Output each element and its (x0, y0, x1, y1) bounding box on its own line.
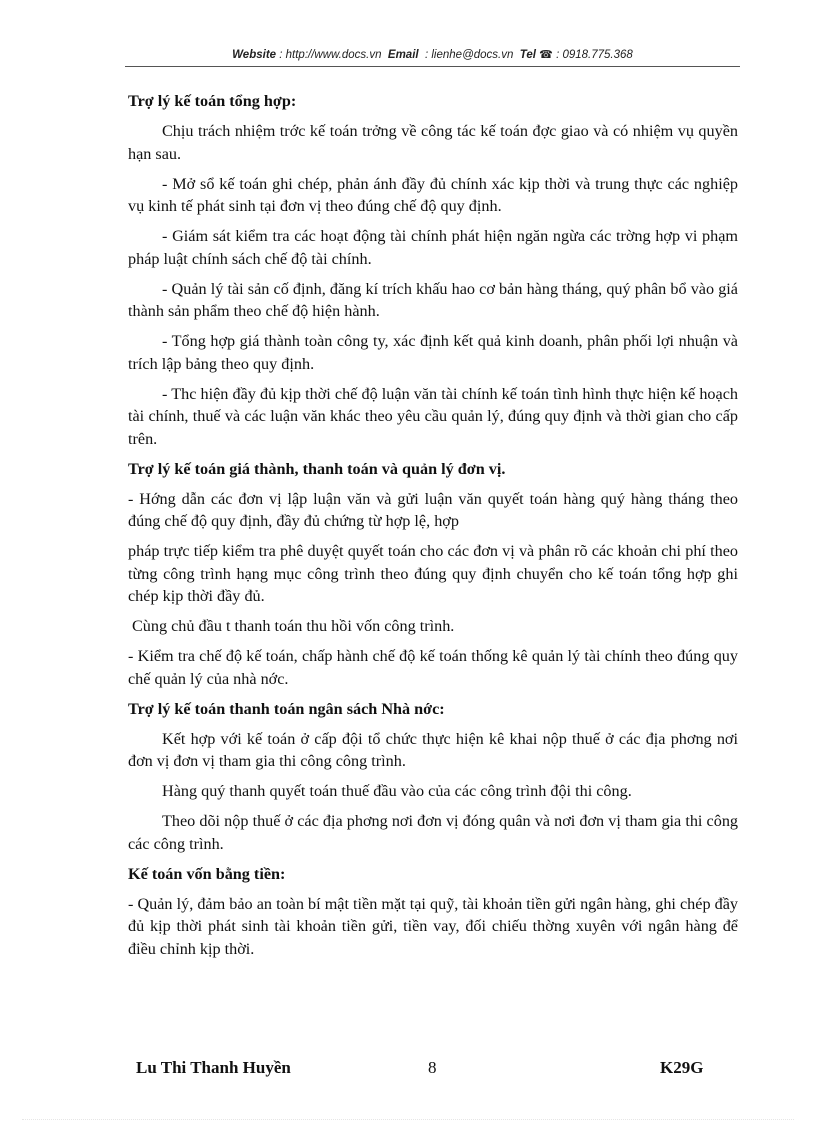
paragraph: pháp trực tiếp kiểm tra phê duyệt quyết toán cho các đơn vị và phân rõ các khoản chi phí theo từng công trình hạng mục công trình theo đúng quy định chuyển cho kế toán tổng hợp ghi chép kịp thời đầy đủ. (128, 542, 738, 605)
page-header (125, 48, 740, 61)
paragraph: Kết hợp với kế toán ở cấp đội tổ chức thực hiện kê khai nộp thuế ở các địa phơng nơi đơn vị đơn vị tham gia thi công công trình. (128, 729, 738, 770)
website-label: Website (232, 49, 277, 61)
paragraph: - Hớng dẫn các đơn vị lập luận văn và gửi luận văn quyết toán hàng quý hàng tháng theo đúng chế độ quy định, đầy đủ chứng từ hợp lệ, hợp (128, 489, 738, 530)
paragraph: - Quản lý, đảm bảo an toàn bí mật tiền mặt tại quỹ, tài khoản tiền gửi ngân hàng, ghi chép đầy đủ kịp thời phát sinh tài khoản tiền gửi, tiền vay, đối chiếu thờng xuyên với ngân hàng để điều chỉnh kịp thời. (128, 894, 738, 958)
paragraph: - Tổng hợp giá thành toàn công ty, xác định kết quả kinh doanh, phân phối lợi nhuận và trích lập bảng theo quy định. (128, 332, 738, 373)
footer-author: Lu Thi Thanh Huyền (136, 1058, 291, 1077)
website-value: : http://www.docs.vn (279, 49, 382, 61)
section-heading: Trợ lý kế toán thanh toán ngân sách Nhà nớc: (128, 699, 445, 718)
paragraph: Theo dõi nộp thuế ở các địa phơng nơi đơn vị đóng quân và nơi đơn vị tham gia thi công các công trình. (128, 812, 738, 853)
paragraph: Chịu trách nhiệm trớc kế toán trởng về công tác kế toán đợc giao và có nhiệm vụ quyền hạn sau. (128, 122, 738, 163)
document-body (128, 90, 738, 968)
section-heading: Trợ lý kế toán giá thành, thanh toán và quản lý đơn vị. (128, 459, 506, 478)
bottom-divider (22, 1119, 794, 1120)
email-value: : lienhe@docs.vn (424, 49, 514, 61)
paragraph: - Giám sát kiểm tra các hoạt động tài chính phát hiện ngăn ngừa các trờng hợp vi phạm pháp luật chính sách chế độ tài chính. (128, 227, 738, 268)
paragraph: - Mở sổ kế toán ghi chép, phản ánh đầy đủ chính xác kịp thời và trung thực các nghiệp vụ kinh tế phát sinh tại đơn vị theo đúng chế độ quy định. (128, 174, 738, 215)
paragraph: Cùng chủ đầu t thanh toán thu hồi vốn công trình. (132, 617, 455, 635)
email-label: Email (387, 49, 419, 61)
section-heading: Kế toán vốn bằng tiền: (128, 864, 286, 883)
paragraph: - Quản lý tài sản cố định, đăng kí trích khấu hao cơ bản hàng tháng, quý phân bổ vào giá thành sản phẩm theo chế độ hiện hành. (128, 279, 738, 320)
class-code: K29G (660, 1058, 704, 1077)
header-divider (125, 66, 740, 67)
phone-icon: ☎ (539, 49, 553, 61)
page-number: 8 (428, 1058, 437, 1077)
section-heading: Trợ lý kế toán tổng hợp: (128, 92, 297, 110)
paragraph: - Thc hiện đầy đủ kịp thời chế độ luận văn tài chính kế toán tình hình thực hiện kế hoạch tài chính, thuế và các luận văn khác theo yêu cầu quản lý, đúng quy định và thời gian cho cấp trên. (128, 384, 738, 448)
paragraph: Hàng quý thanh quyết toán thuế đầu vào của các công trình đội thi công. (162, 782, 632, 800)
tel-value: : 0918.775.368 (556, 49, 633, 61)
tel-label: Tel (519, 49, 536, 61)
paragraph: - Kiểm tra chế độ kế toán, chấp hành chế độ kế toán thống kê quản lý tài chính theo đúng quy chế quản lý của nhà nớc. (128, 647, 738, 688)
